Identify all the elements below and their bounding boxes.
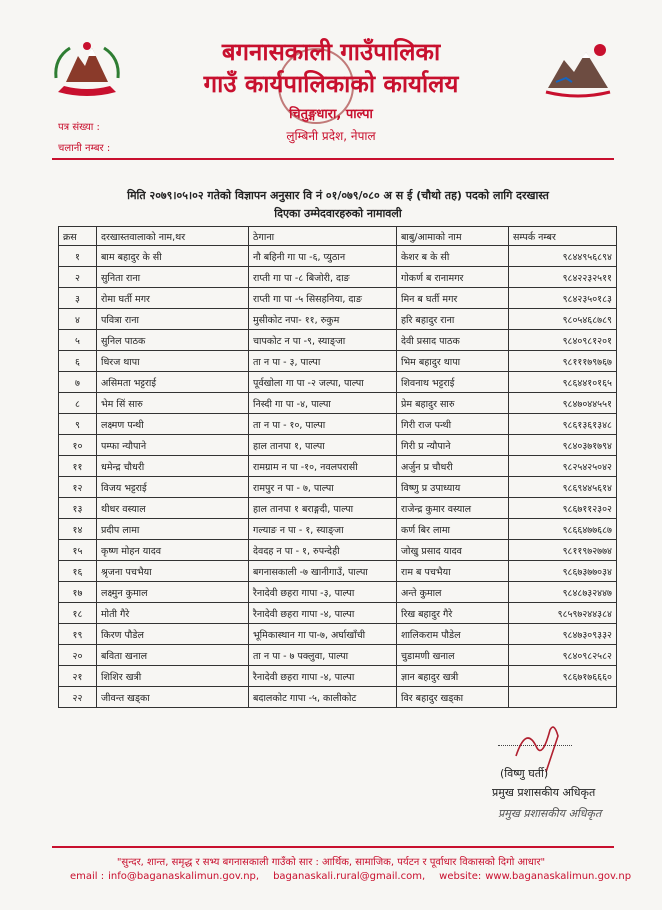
name-cell: थीधर वस्याल: [97, 498, 249, 519]
table-row: [59, 561, 617, 582]
phone-cell: ९८४४९५६८९४: [509, 246, 617, 267]
footer-contact: [70, 871, 645, 882]
email-link-2[interactable]: baganaskali.rural@gmail.com,: [273, 871, 426, 882]
signatory-title: प्रमुख प्रशासकीय अधिकृत: [492, 786, 596, 799]
phone-cell: ९८११९७२७७४: [509, 540, 617, 561]
table-row: [59, 540, 617, 561]
serial-cell: ६: [59, 351, 97, 372]
name-cell: कृष्ण मोहन यादव: [97, 540, 249, 561]
address-cell: राप्ती गा पा -५ सिसहनिया, दाङ: [249, 288, 397, 309]
address-cell: राप्ती गा पा -८ बिजोरी, दाङ: [249, 267, 397, 288]
parent-cell: राजेन्द्र कुमार वस्याल: [397, 498, 509, 519]
address-cell: रैनादेवी छहरा गापा -४, पाल्पा: [249, 666, 397, 687]
address-cell: बगनासकाली -७ खानीगाउँ, पाल्पा: [249, 561, 397, 582]
table-row: [59, 246, 617, 267]
serial-cell: ३: [59, 288, 97, 309]
office-address: चितुङ्गधारा, पाल्पा: [289, 107, 373, 122]
address-cell: हाल तानपा १ बराङ्गदी, पाल्पा: [249, 498, 397, 519]
parent-cell: अन्ते कुमाल: [397, 582, 509, 603]
table-row: [59, 309, 617, 330]
notice-subtitle: दिएका उम्मेदवारहरुको नामावली: [274, 207, 402, 220]
phone-cell: ९८६७११२३०२: [509, 498, 617, 519]
table-row: [59, 666, 617, 687]
address-cell: चापकोट न पा -९, स्याङ्जा: [249, 330, 397, 351]
address-cell: रामग्राम न पा -१०, नवलपरासी: [249, 456, 397, 477]
phone-cell: ९८४८७३२४४७: [509, 582, 617, 603]
name-cell: शिशिर खत्री: [97, 666, 249, 687]
serial-cell: १५: [59, 540, 97, 561]
table-row: [59, 624, 617, 645]
parent-cell: राम ब पचभैया: [397, 561, 509, 582]
parent-cell: विर बहादुर खड्का: [397, 687, 509, 708]
name-cell: मोती गैरे: [97, 603, 249, 624]
footer-divider: [52, 846, 614, 848]
address-cell: निस्दी गा पा -४, पाल्पा: [249, 393, 397, 414]
address-cell: रैनादेवी छहरा गापा -४, पाल्पा: [249, 603, 397, 624]
column-header-serial: क्रस: [59, 227, 97, 246]
parent-cell: भिम बहादुर थापा: [397, 351, 509, 372]
table-row: [59, 351, 617, 372]
table-header-row: [59, 227, 617, 246]
phone-cell: ९८६६४७७६८७: [509, 519, 617, 540]
name-cell: पम्फा न्यौपाने: [97, 435, 249, 456]
name-cell: भेम सिं सारु: [97, 393, 249, 414]
table-row: [59, 372, 617, 393]
address-cell: ता न पा - ७ पक्लुवा, पाल्पा: [249, 645, 397, 666]
phone-cell: ९८४७०४४५५१: [509, 393, 617, 414]
name-cell: सुनिता राना: [97, 267, 249, 288]
name-cell: श्रृजना पचभैया: [97, 561, 249, 582]
address-cell: बदालकोट गापा -५, कालीकोट: [249, 687, 397, 708]
serial-cell: २२: [59, 687, 97, 708]
serial-cell: २: [59, 267, 97, 288]
address-cell: देवदह न पा - १, रुपन्देही: [249, 540, 397, 561]
table-row: [59, 603, 617, 624]
address-cell: ता न पा - ३, पाल्पा: [249, 351, 397, 372]
name-cell: धिरज थापा: [97, 351, 249, 372]
candidate-table: [58, 226, 617, 708]
reference-number-label: पत्र संख्या :: [58, 122, 100, 133]
phone-cell: ९८२५४२५०४२: [509, 456, 617, 477]
phone-cell: ९८५९७२४४३८४: [509, 603, 617, 624]
serial-cell: १७: [59, 582, 97, 603]
serial-cell: ५: [59, 330, 97, 351]
phone-cell: ९८४०३७१७९४: [509, 435, 617, 456]
phone-cell: ९८६७३७७०३४: [509, 561, 617, 582]
phone-cell: ९८४०९८२५८२: [509, 645, 617, 666]
serial-cell: १०: [59, 435, 97, 456]
address-cell: मुसीकोट नपा- ११, रुकुम: [249, 309, 397, 330]
name-cell: किरण पौडेल: [97, 624, 249, 645]
parent-cell: अर्जुन प्र चौधरी: [397, 456, 509, 477]
serial-cell: १३: [59, 498, 97, 519]
address-cell: रैनादेवी छहरा गापा -३, पाल्पा: [249, 582, 397, 603]
parent-cell: गिरी प्र न्यौपाने: [397, 435, 509, 456]
address-cell: रामपुर न पा - ७, पाल्पा: [249, 477, 397, 498]
column-header-phone: सम्पर्क नम्बर: [509, 227, 617, 246]
parent-cell: ज्ञान बहादुर खत्री: [397, 666, 509, 687]
name-cell: बविता खनाल: [97, 645, 249, 666]
phone-cell: ९८४२३५०१८३: [509, 288, 617, 309]
serial-cell: ४: [59, 309, 97, 330]
name-cell: असिमता भट्टराई: [97, 372, 249, 393]
serial-cell: ११: [59, 456, 97, 477]
parent-cell: हरि बहादुर राना: [397, 309, 509, 330]
address-cell: पूर्वखोला गा पा -२ जल्पा, पाल्पा: [249, 372, 397, 393]
name-cell: धमेन्द्र चौधरी: [97, 456, 249, 477]
serial-cell: २१: [59, 666, 97, 687]
email-link-1[interactable]: info@baganaskalimun.gov.np,: [108, 871, 260, 882]
notice-title: मिति २०७९।०५।०२ गतेको विज्ञापन अनुसार वि नं ०१/०७९/०८० अ स ई (चौथो तह) पदको लागि दरखास्त: [127, 189, 549, 202]
serial-cell: ७: [59, 372, 97, 393]
parent-cell: कर्ण बिर लामा: [397, 519, 509, 540]
footer-motto: "सुन्दर, शान्त, समृद्ध र सभ्य बगनासकाली गाउँको सार : आर्थिक, सामाजिक, पर्यटन र पूर्वाधार विकासको दिगो आधार": [116, 857, 546, 868]
address-cell: नौ बहिनी गा पा -६, प्युठान: [249, 246, 397, 267]
serial-cell: १२: [59, 477, 97, 498]
phone-cell: ९८०५४६८७८९: [509, 309, 617, 330]
dispatch-number-label: चलानी नम्बर :: [58, 143, 111, 154]
website-link[interactable]: www.baganaskalimun.gov.np: [485, 871, 632, 882]
table-row: [59, 267, 617, 288]
parent-cell: देवी प्रसाद पाठक: [397, 330, 509, 351]
address-cell: गल्याङ न पा - १, स्याङ्जा: [249, 519, 397, 540]
name-cell: बाम बहादुर के सी: [97, 246, 249, 267]
parent-cell: शिवनाथ भट्टराई: [397, 372, 509, 393]
column-header-address: ठेगाना: [249, 227, 397, 246]
website-label: website:: [439, 871, 482, 882]
phone-cell: ९८६९४४५६१४: [509, 477, 617, 498]
table-row: [59, 582, 617, 603]
phone-cell: ९८६४४१०१६५: [509, 372, 617, 393]
table-row: [59, 477, 617, 498]
name-cell: पवित्रा राना: [97, 309, 249, 330]
parent-cell: गोकर्ण ब रानामगर: [397, 267, 509, 288]
table-row: [59, 519, 617, 540]
serial-cell: १: [59, 246, 97, 267]
phone-cell: ९८१११७९७६७: [509, 351, 617, 372]
name-cell: सुनिल पाठक: [97, 330, 249, 351]
name-cell: लक्ष्मुन कुमाल: [97, 582, 249, 603]
table-row: [59, 414, 617, 435]
address-cell: ता न पा - १०, पाल्पा: [249, 414, 397, 435]
serial-cell: २०: [59, 645, 97, 666]
phone-cell: ९८४७३०९३३२: [509, 624, 617, 645]
phone-cell: [509, 687, 617, 708]
parent-cell: रिख बहादुर गैरे: [397, 603, 509, 624]
column-header-name: दरखास्तवालाको नाम,थर: [97, 227, 249, 246]
table-row: [59, 435, 617, 456]
office-name: गाउँ कार्यपालिकाको कार्यालय: [203, 70, 459, 98]
phone-cell: ९८४२२३२५११: [509, 267, 617, 288]
serial-cell: १८: [59, 603, 97, 624]
address-cell: भूमिकास्थान गा पा-७, अर्घाखाँची: [249, 624, 397, 645]
parent-cell: चुडामणी खनाल: [397, 645, 509, 666]
table-row: [59, 330, 617, 351]
header-divider: [52, 158, 614, 160]
name-cell: प्रदीप लामा: [97, 519, 249, 540]
parent-cell: शालिकराम पौडेल: [397, 624, 509, 645]
province-name: लुम्बिनी प्रदेश, नेपाल: [286, 129, 376, 143]
parent-cell: जोखु प्रसाद यादव: [397, 540, 509, 561]
name-cell: रोमा घर्ती मगर: [97, 288, 249, 309]
serial-cell: १६: [59, 561, 97, 582]
email-label: email :: [70, 871, 105, 882]
parent-cell: गिरी राज पन्थी: [397, 414, 509, 435]
table-row: [59, 498, 617, 519]
candidate-table-body: [59, 246, 617, 708]
name-cell: लक्ष्मण पन्थी: [97, 414, 249, 435]
table-row: [59, 393, 617, 414]
parent-cell: प्रेम बहादुर सारु: [397, 393, 509, 414]
serial-cell: ९: [59, 414, 97, 435]
parent-cell: मिन ब घर्ती मगर: [397, 288, 509, 309]
serial-cell: १९: [59, 624, 97, 645]
table-row: [59, 645, 617, 666]
municipality-name: बगनासकाली गाउँपालिका: [221, 38, 441, 66]
serial-cell: ८: [59, 393, 97, 414]
signatory-name: (विष्णु घर्ती): [500, 767, 549, 780]
phone-cell: ९८६७१७६६६०: [509, 666, 617, 687]
table-row: [59, 456, 617, 477]
parent-cell: विष्णु प्र उपाध्याय: [397, 477, 509, 498]
phone-cell: ९८६१३६१३४८: [509, 414, 617, 435]
parent-cell: केशर ब के सी: [397, 246, 509, 267]
table-row: [59, 288, 617, 309]
serial-cell: १४: [59, 519, 97, 540]
table-row: [59, 687, 617, 708]
name-cell: जीवन्त खड्का: [97, 687, 249, 708]
name-cell: विजय भट्टराई: [97, 477, 249, 498]
column-header-parent: बाबु/आमाको नाम: [397, 227, 509, 246]
address-cell: हाल तानपा १, पाल्पा: [249, 435, 397, 456]
phone-cell: ९८४०९८१२०१: [509, 330, 617, 351]
signatory-stamp: प्रमुख प्रशासकीय अधिकृत: [498, 807, 602, 820]
